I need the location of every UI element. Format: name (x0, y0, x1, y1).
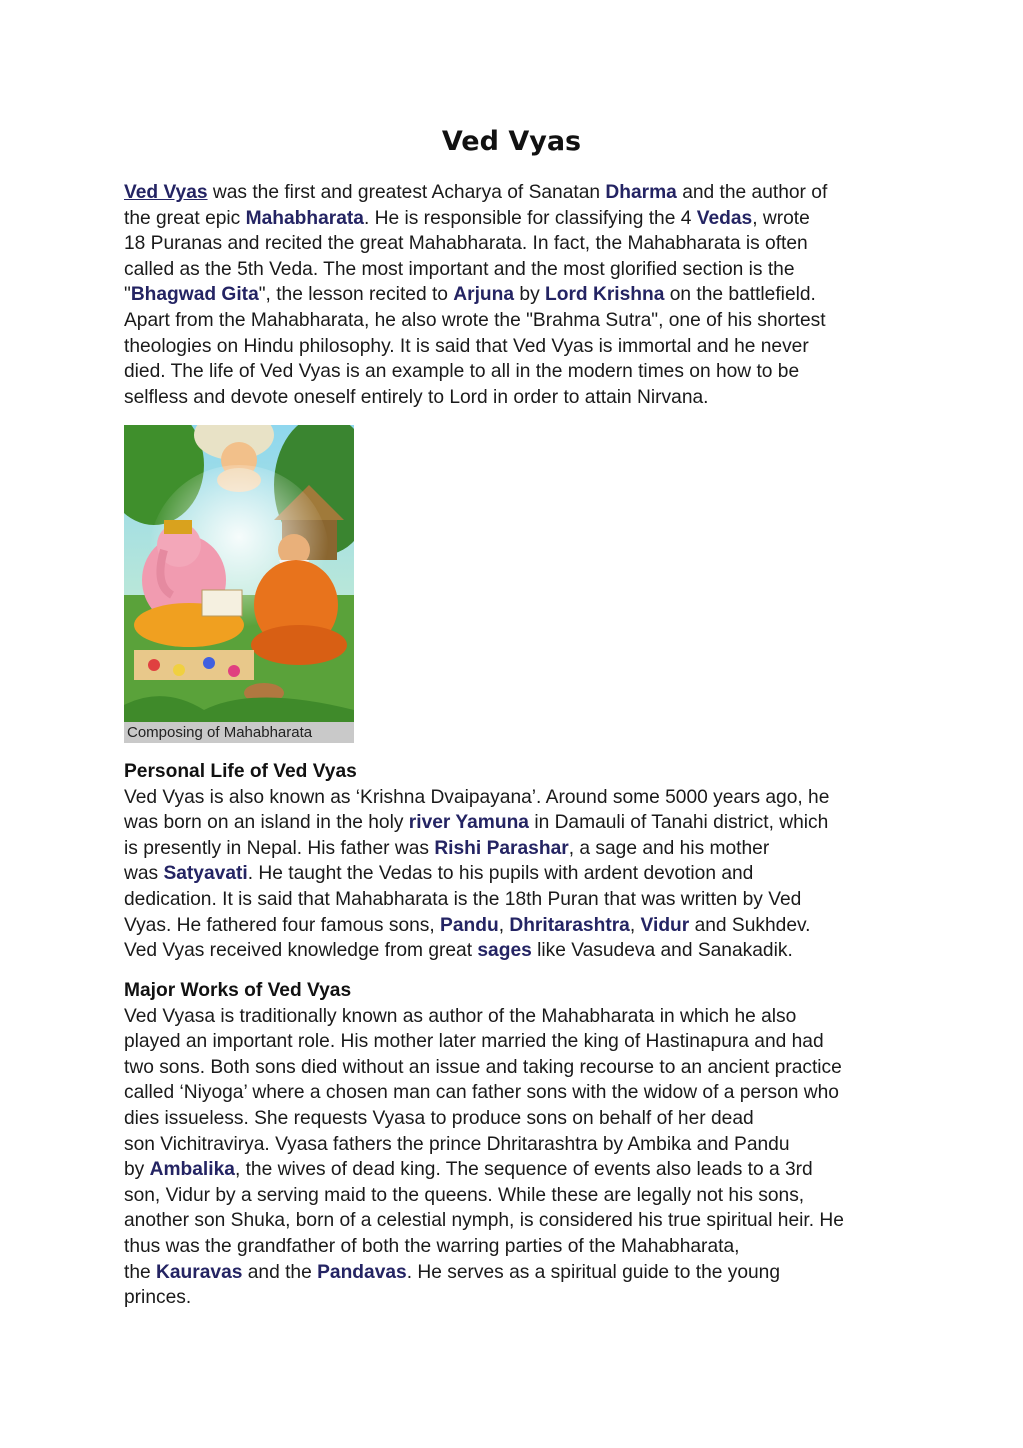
intro-line-3: 18 Puranas and recited the great Mahabharata. In fact, the Mahabharata is often (124, 233, 808, 255)
personal-life-section (124, 759, 904, 964)
works-line-7: by Ambalika, the wives of dead king. The sequence of events also leads to a 3rd (124, 1159, 813, 1181)
vedas-link[interactable]: Vedas (696, 207, 753, 229)
personal-line-4: was Satyavati. He taught the Vedas to his pupils with ardent devotion and (124, 863, 754, 885)
personal-line-6: Vyas. He fathered four famous sons, Pandu, Dhritarashtra, Vidur and Sukhdev. (124, 914, 811, 936)
works-line-4: called ‘Niyoga’ where a chosen man can father sons with the widow of a person who (124, 1082, 839, 1104)
bhagwad-gita-link[interactable]: Bhagwad Gita (130, 284, 259, 306)
intro-line-1: Ved Vyas was the first and greatest Acharya of Sanatan Dharma and the author of (124, 182, 828, 203)
ambalika-link[interactable]: Ambalika (149, 1159, 235, 1181)
figure-caption: Composing of Mahabharata (124, 722, 354, 743)
intro-paragraph (124, 180, 904, 410)
kauravas-link[interactable]: Kauravas (156, 1261, 243, 1283)
intro-line-5: "Bhagwad Gita", the lesson recited to Arjuna by Lord Krishna on the battlefield. (124, 284, 816, 306)
ved-vyas-link[interactable]: Ved Vyas (124, 182, 208, 203)
pandavas-link[interactable]: Pandavas (317, 1261, 407, 1283)
page-title: Ved Vyas (441, 126, 582, 157)
major-works-heading: Major Works of Ved Vyas (124, 980, 352, 1001)
vidur-link[interactable]: Vidur (640, 914, 690, 936)
lord-krishna-link[interactable]: Lord Krishna (545, 284, 665, 306)
dharma-link[interactable]: Dharma (605, 182, 677, 203)
rishi-parashar-link[interactable]: Rishi Parashar (434, 837, 569, 859)
works-line-5: dies issueless. She requests Vyasa to produce sons on behalf of her dead (124, 1107, 754, 1129)
pandu-link[interactable]: Pandu (440, 914, 499, 936)
arjuna-link[interactable]: Arjuna (453, 284, 515, 306)
personal-line-7: Ved Vyas received knowledge from great sages like Vasudeva and Sanakadik. (124, 940, 793, 962)
works-line-6: son Vichitravirya. Vyasa fathers the prince Dhritarashtra by Ambika and Pandu (124, 1133, 790, 1155)
personal-line-3: is presently in Nepal. His father was Rishi Parashar, a sage and his mother (124, 837, 770, 859)
intro-line-9: selfless and devote oneself entirely to Lord in order to attain Nirvana. (124, 386, 709, 408)
personal-line-5: dedication. It is said that Mahabharata is the 18th Puran that was written by Ved (124, 888, 802, 910)
major-works-section (124, 978, 904, 1311)
mahabharata-illustration (124, 425, 354, 743)
personal-life-heading: Personal Life of Ved Vyas (124, 761, 357, 782)
illustration-artwork (124, 425, 354, 722)
works-line-9: another son Shuka, born of a celestial nymph, is considered his true spiritual heir. He (124, 1210, 844, 1232)
intro-line-8: died. The life of Ved Vyas is an example to all in the modern times on how to be (124, 361, 800, 383)
personal-line-2: was born on an island in the holy river Yamuna in Damauli of Tanahi district, which (124, 812, 829, 834)
mahabharata-link[interactable]: Mahabharata (245, 207, 364, 229)
intro-line-4: called as the 5th Veda. The most important and the most glorified section is the (124, 258, 795, 280)
sages-link[interactable]: sages (477, 940, 532, 962)
works-line-2: played an important role. His mother later married the king of Hastinapura and had (124, 1031, 824, 1053)
satyavati-link[interactable]: Satyavati (163, 863, 248, 885)
river-yamuna-link[interactable]: river Yamuna (408, 812, 529, 834)
works-line-10: thus was the grandfather of both the warring parties of the Mahabharata, (124, 1235, 740, 1257)
intro-line-2: the great epic Mahabharata. He is responsible for classifying the 4 Vedas, wrote (124, 207, 810, 229)
works-line-8: son, Vidur by a serving maid to the queens. While these are legally not his sons, (124, 1184, 805, 1206)
works-line-11: the Kauravas and the Pandavas. He serves as a spiritual guide to the young (124, 1261, 781, 1283)
intro-line-7: theologies on Hindu philosophy. It is said that Ved Vyas is immortal and he never (124, 335, 809, 357)
intro-line-6: Apart from the Mahabharata, he also wrote the "Brahma Sutra", one of his shortest (124, 309, 826, 331)
personal-line-1: Ved Vyas is also known as ‘Krishna Dvaipayana’. Around some 5000 years ago, he (124, 786, 830, 808)
works-line-1: Ved Vyasa is traditionally known as author of the Mahabharata in which he also (124, 1005, 797, 1027)
dhritarashtra-link[interactable]: Dhritarashtra (509, 914, 630, 936)
works-line-12: princes. (124, 1287, 192, 1309)
works-line-3: two sons. Both sons died without an issue and taking recourse to an ancient practice (124, 1056, 842, 1078)
